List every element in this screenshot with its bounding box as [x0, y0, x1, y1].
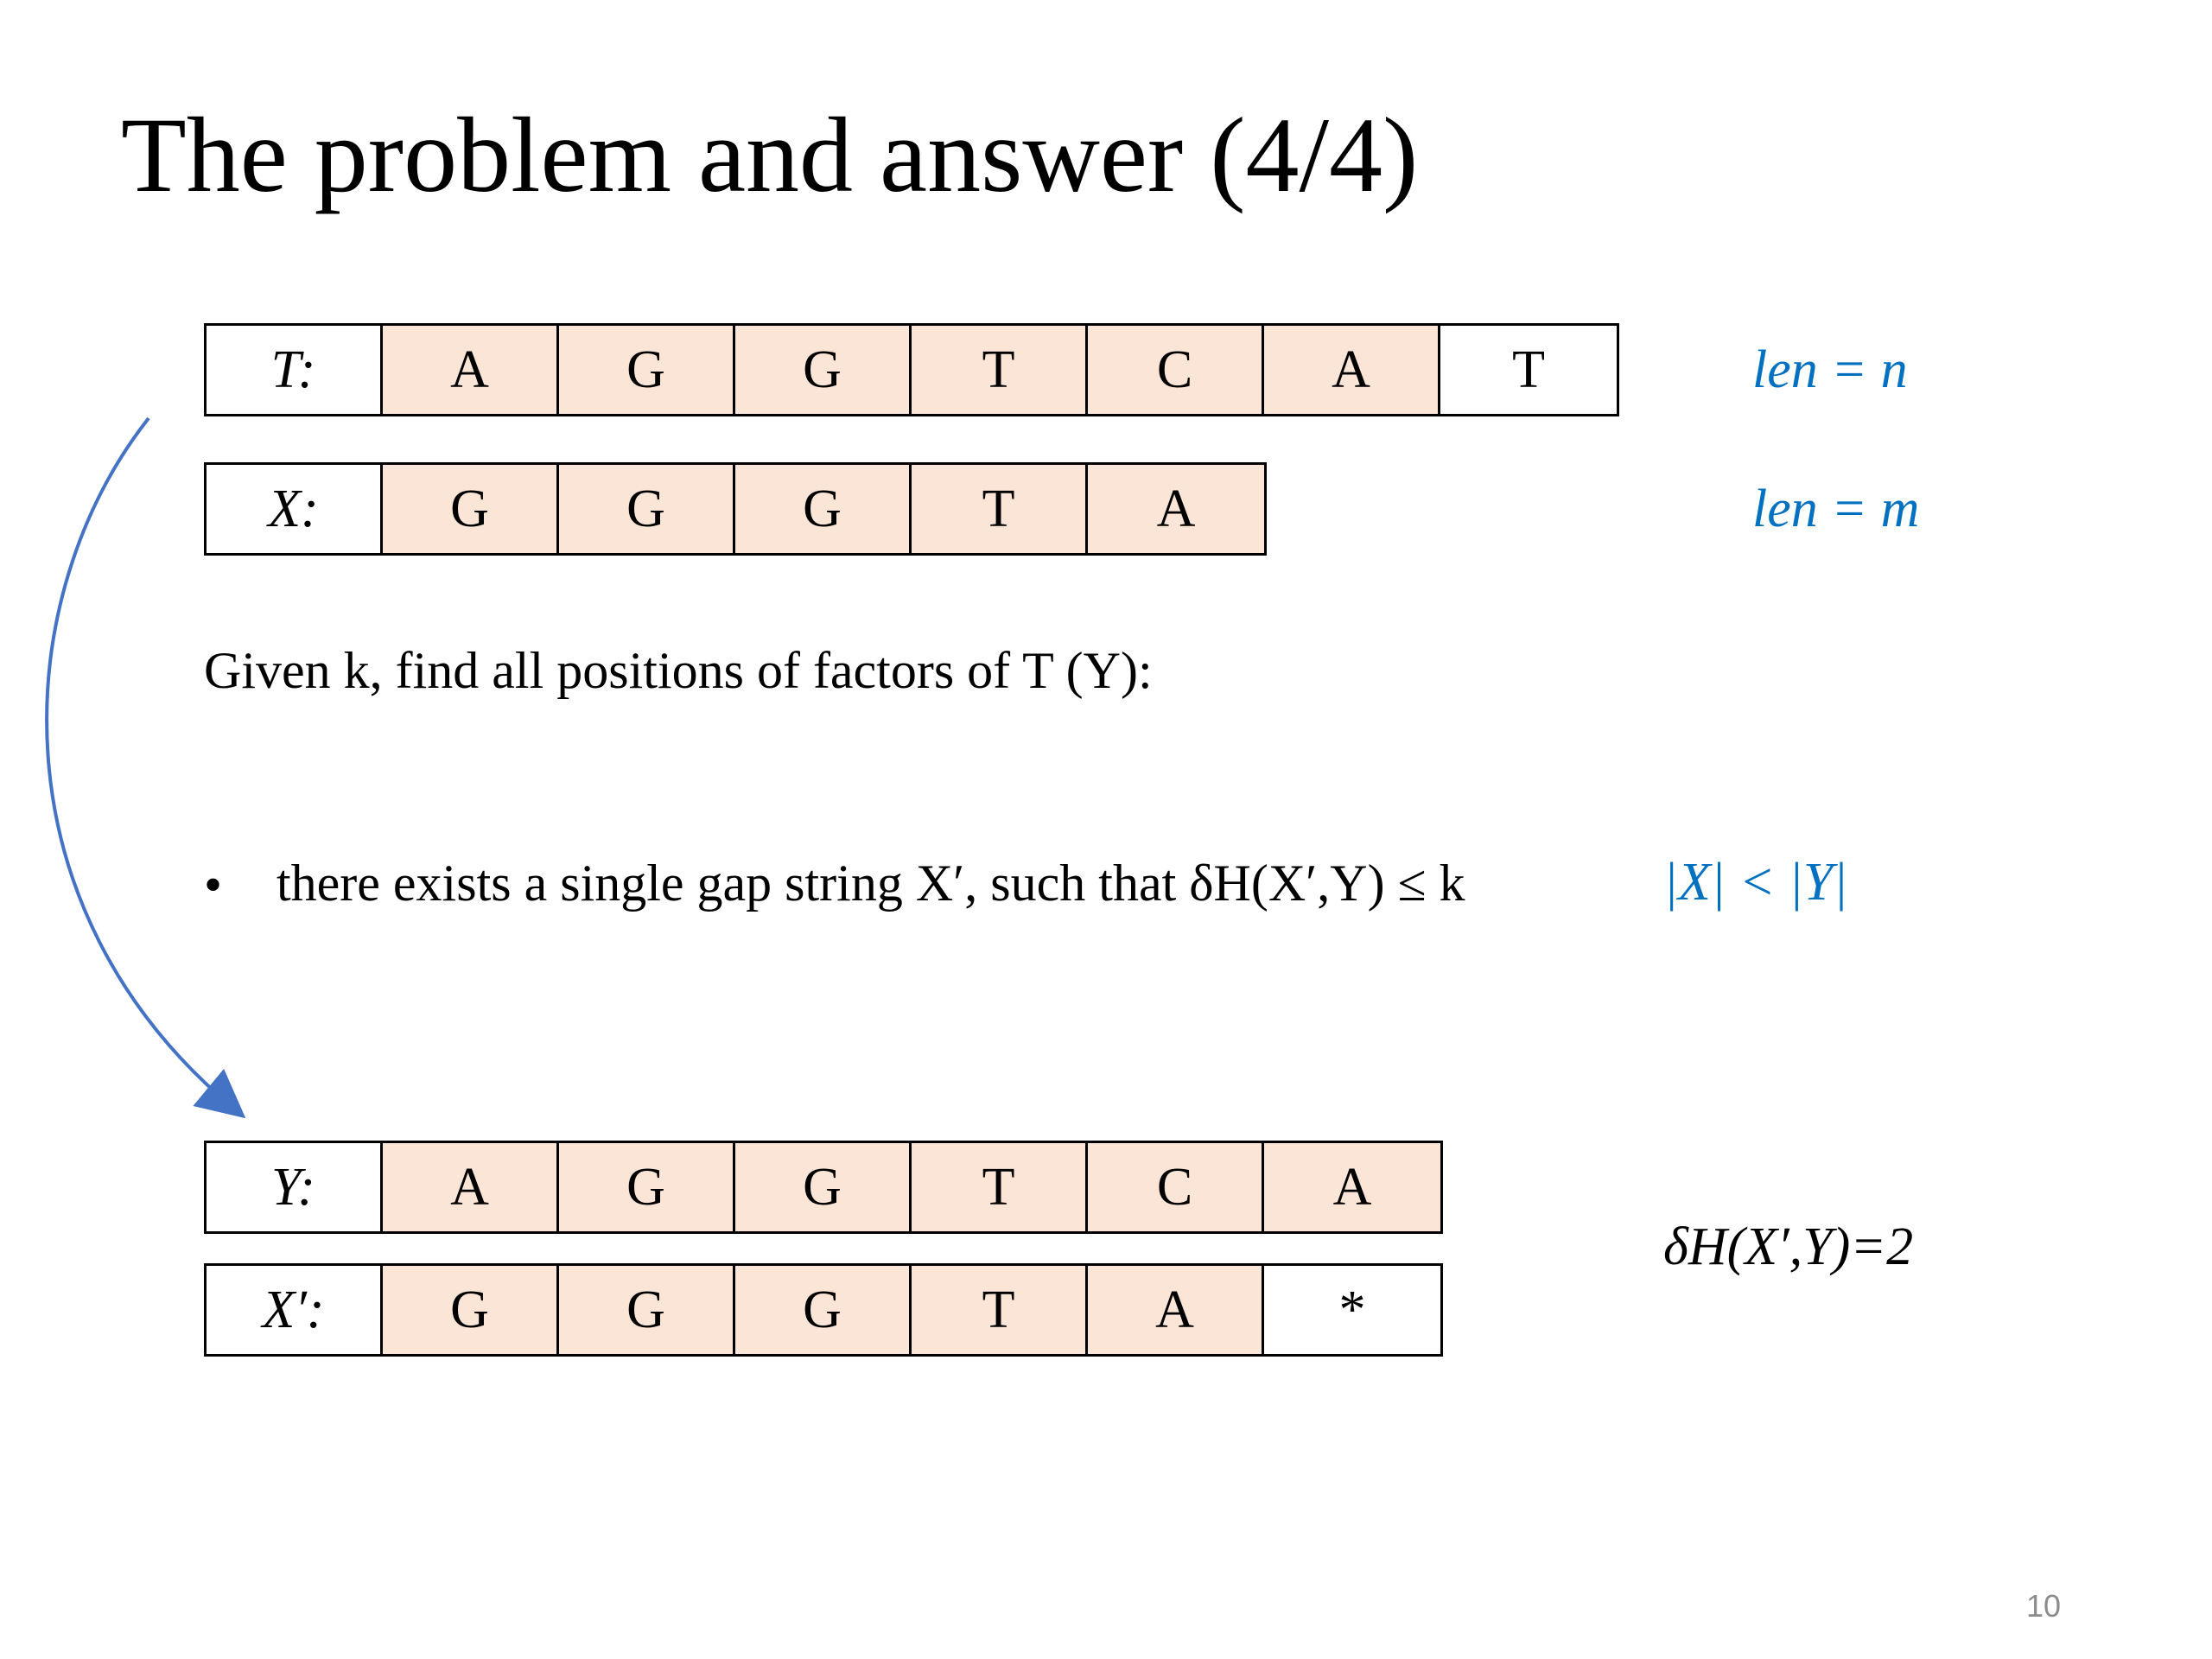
sequence-label: Y:: [207, 1143, 383, 1231]
sequence-cell: A: [383, 1143, 559, 1231]
sequence-label: X:: [207, 465, 383, 553]
sequence-cell: G: [735, 1143, 912, 1231]
sequence-label: X′:: [207, 1266, 383, 1354]
bullet-text: there exists a single gap string X′, such that δH(X′,Y) ≤ k: [276, 855, 1465, 912]
hamming-distance-result: δH(X′,Y)=2: [1663, 1217, 1914, 1276]
sequence-cell: T: [912, 326, 1088, 414]
sequence-cell: G: [383, 465, 559, 553]
sequence-cell: T: [912, 1143, 1088, 1231]
page-number: 10: [2026, 1588, 2062, 1624]
sequence-cell: A: [383, 326, 559, 414]
sequence-cell: G: [559, 1266, 735, 1354]
sequence-cell: T: [912, 1266, 1088, 1354]
bullet-marker: •: [204, 856, 223, 913]
sequence-cell: T: [912, 465, 1088, 553]
sequence-cell: G: [735, 465, 912, 553]
sequence-cell: G: [559, 326, 735, 414]
sequence-cell: *: [1264, 1266, 1440, 1354]
len-n-note: len = n: [1752, 340, 1908, 399]
sequence-cell: A: [1088, 465, 1264, 553]
given-text: Given k, find all positions of factors of T (Y):: [204, 642, 1153, 699]
sequence-cell: A: [1088, 1266, 1264, 1354]
sequence-cell: C: [1088, 1143, 1264, 1231]
sequence-cell: A: [1264, 326, 1440, 414]
sequence-cell: C: [1088, 326, 1264, 414]
sequence-cell: G: [559, 465, 735, 553]
len-m-note: len = m: [1752, 480, 1920, 538]
sequence-cell: G: [735, 326, 912, 414]
length-constraint: |X| < |Y|: [1663, 853, 1848, 912]
sequence-cell: G: [383, 1266, 559, 1354]
sequence-label: T:: [207, 326, 383, 414]
sequence-cell: T: [1440, 326, 1617, 414]
sequence-cell: G: [559, 1143, 735, 1231]
sequence-cell: G: [735, 1266, 912, 1354]
sequence-cell: A: [1264, 1143, 1440, 1231]
slide-title: The problem and answer (4/4): [121, 96, 1419, 214]
